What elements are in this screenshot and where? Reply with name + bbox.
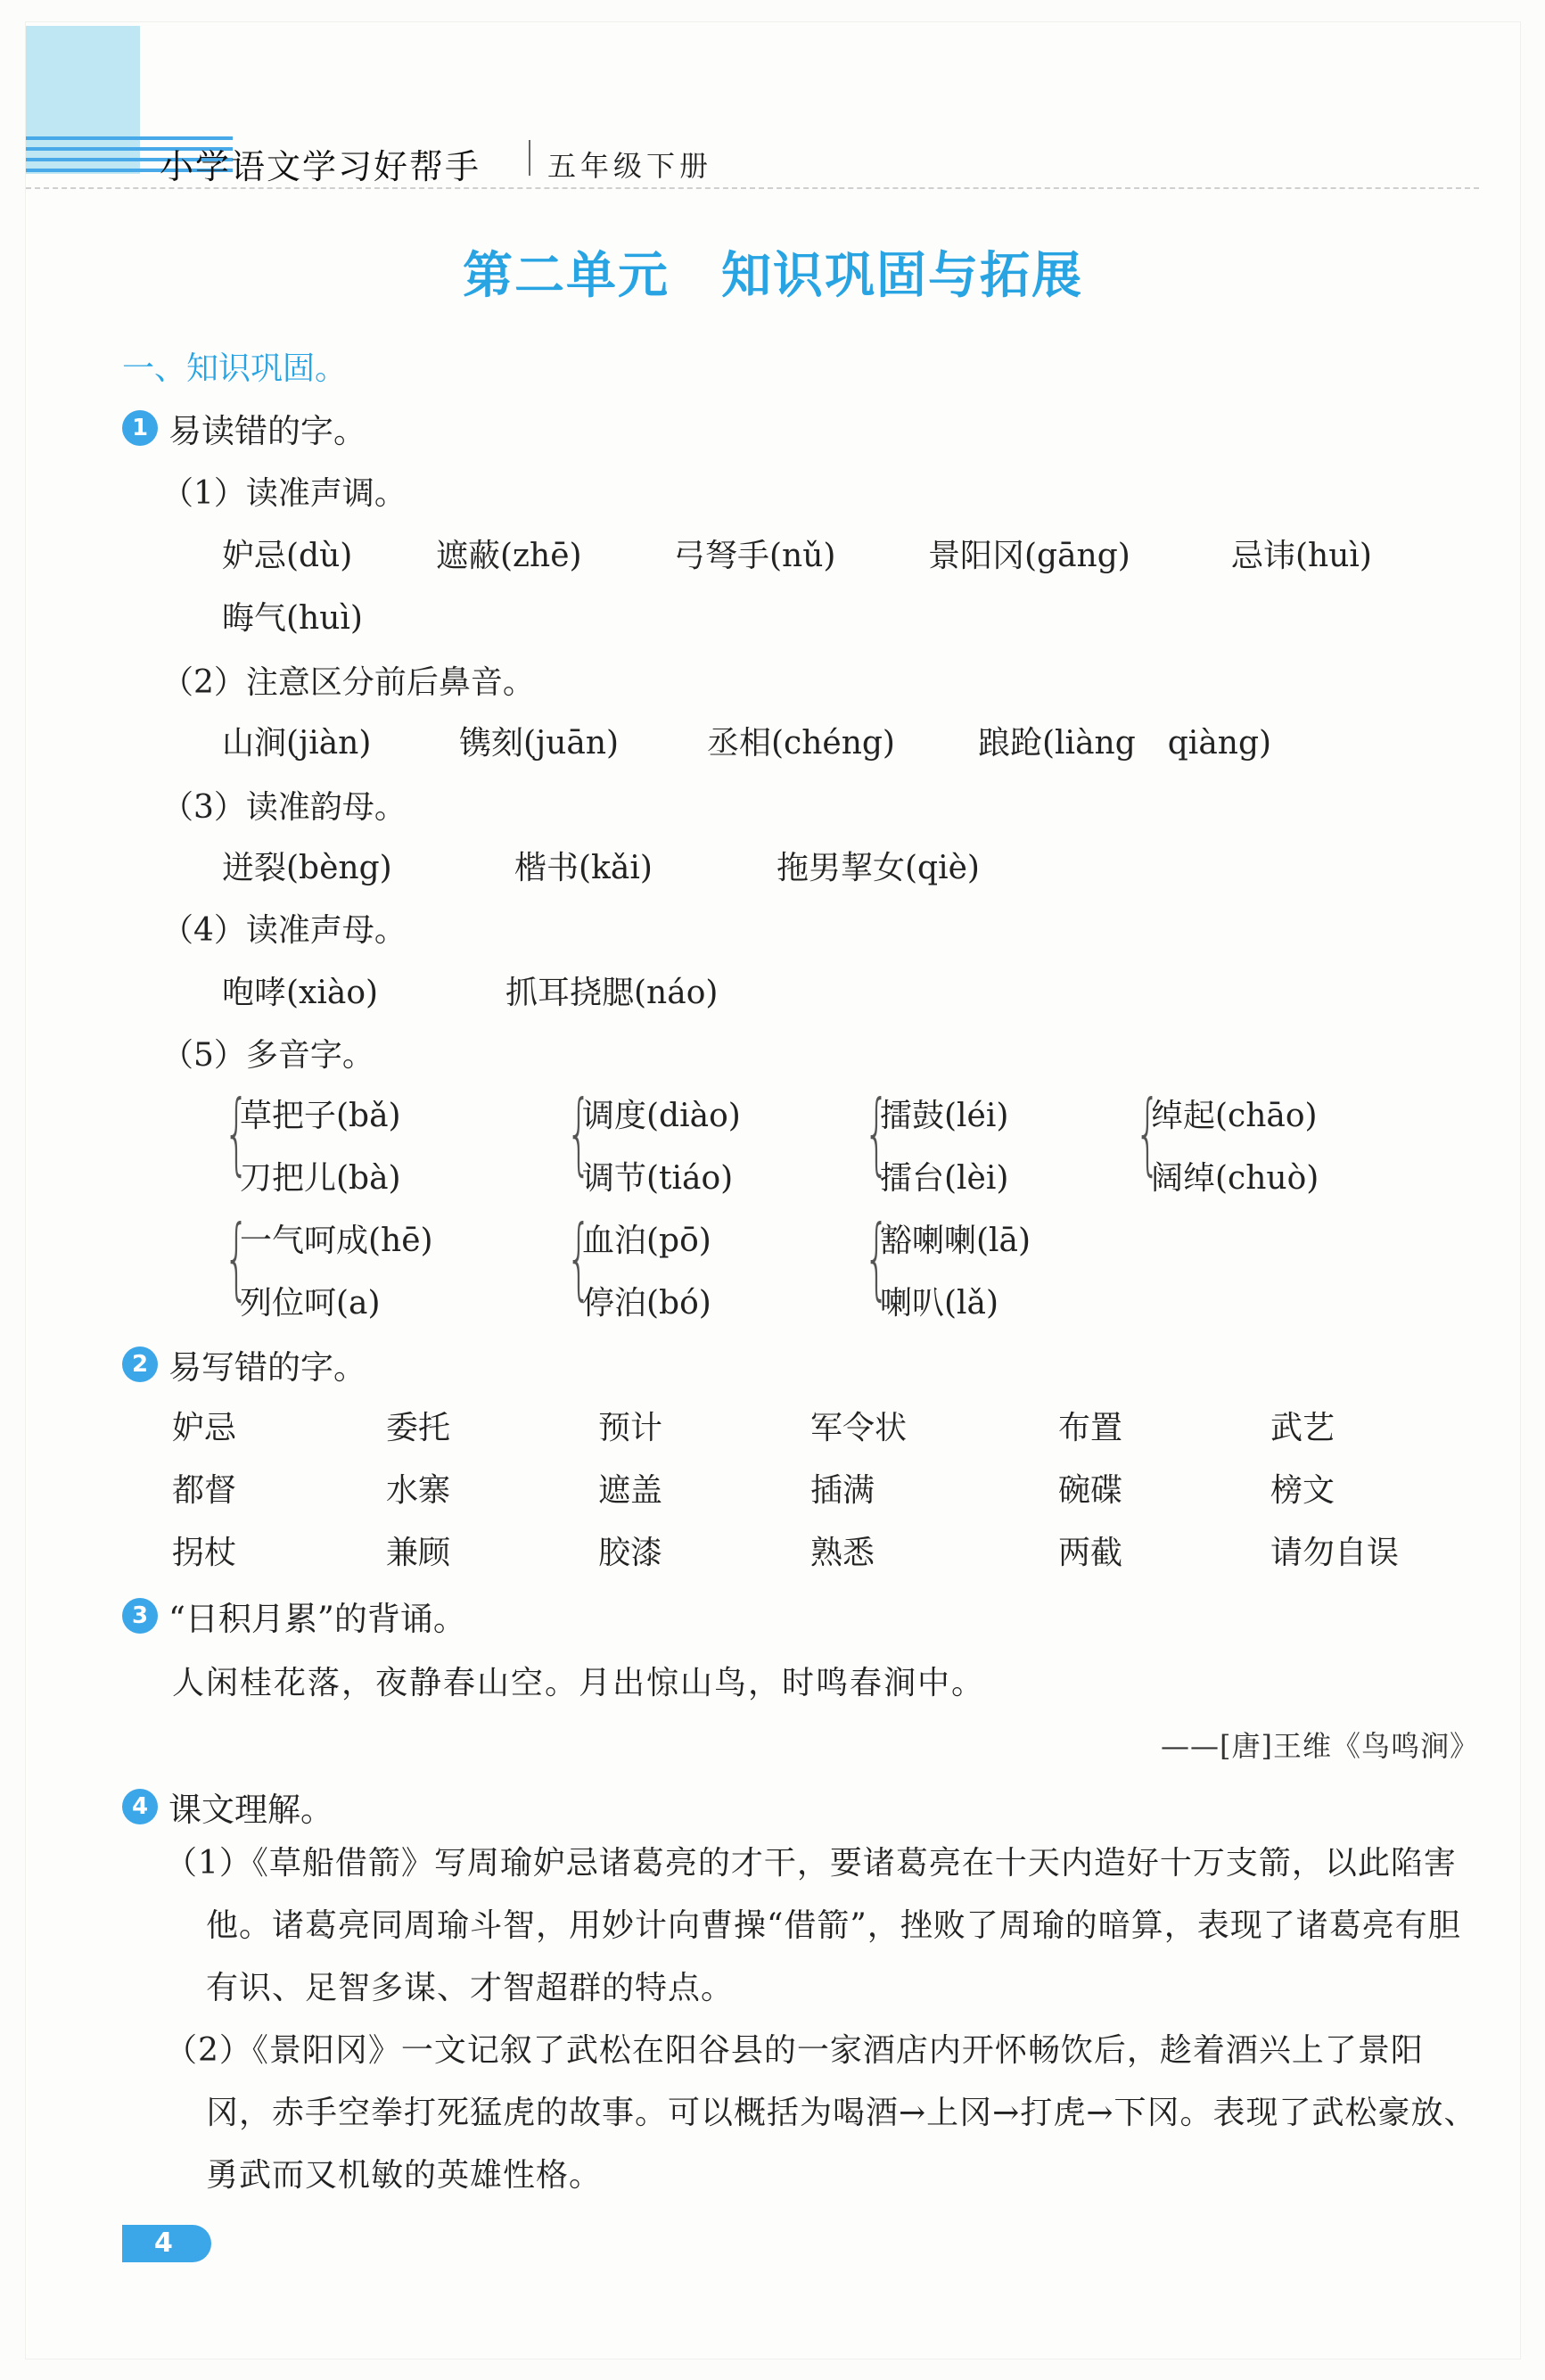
word-item: 都督	[172, 1472, 237, 1509]
pinyin-word: 镌刻(juān)	[459, 725, 620, 762]
word-item: 熟悉	[810, 1535, 875, 1571]
brace: {	[1135, 1081, 1161, 1185]
polyphone-word: 喇叭(lǎ)	[880, 1285, 999, 1322]
subsection-label: （5）多音字。	[161, 1037, 374, 1074]
header-separator	[529, 140, 530, 176]
word-item: 委托	[386, 1410, 451, 1446]
brace: {	[224, 1206, 250, 1310]
question-2	[122, 1340, 366, 1388]
polyphone-word: 擂台(lèi)	[880, 1160, 1009, 1197]
pinyin-word: 咆哮(xiào)	[222, 975, 379, 1011]
polyphone-word: 调度(diào)	[582, 1098, 741, 1134]
word-item: 请勿自误	[1270, 1535, 1400, 1571]
subsection-label: （3）读准韵母。	[161, 789, 407, 826]
brace: {	[566, 1081, 592, 1185]
question-title: 易写错的字。	[168, 1348, 366, 1387]
poem-text: 人闲桂花落，夜静春山空。月出惊山鸟，时鸣春涧中。	[172, 1665, 986, 1701]
polyphone-word: 一气呵成(hē)	[240, 1223, 433, 1259]
word-item: 遮盖	[598, 1472, 663, 1509]
polyphone-word: 阔绰(chuò)	[1151, 1160, 1319, 1197]
word-item: 插满	[810, 1472, 875, 1509]
header-color-block	[26, 26, 140, 174]
polyphone-word: 调节(tiáo)	[582, 1160, 734, 1197]
question-3	[122, 1592, 466, 1640]
word-item: 榜文	[1270, 1472, 1335, 1509]
polyphone-word: 草把子(bǎ)	[240, 1098, 401, 1134]
question-number-badge: 2	[122, 1346, 158, 1382]
word-item: 布置	[1058, 1410, 1123, 1446]
pinyin-word: 妒忌(dù)	[222, 538, 353, 574]
question-title: 课文理解。	[168, 1791, 333, 1829]
question-number-badge: 4	[122, 1789, 158, 1824]
subsection-label: （4）读准声母。	[161, 912, 407, 949]
pinyin-word: 丞相(chéng)	[707, 725, 895, 762]
grade-label: 五年级下册	[547, 149, 713, 183]
section-title: 一、知识巩固。	[122, 350, 348, 387]
word-item: 胶漆	[598, 1535, 663, 1571]
page	[25, 21, 1521, 2359]
pinyin-word: 迸裂(bèng)	[222, 850, 392, 886]
polyphone-word: 擂鼓(léi)	[880, 1098, 1009, 1134]
word-item: 两截	[1058, 1535, 1123, 1571]
header-divider	[26, 187, 1479, 189]
question-title: “日积月累”的背诵。	[168, 1600, 466, 1638]
pinyin-word: 山涧(jiàn)	[222, 725, 372, 762]
paragraph-2: （2）《景阳冈》一文记叙了武松在阳谷县的一家酒店内开怀畅饮后，趁着酒兴上了景阳冈，赤手空拳打死猛虎的故事。可以概括为喝酒→上冈→打虎→下冈。表现了武松豪放、勇武而又机敏的英雄性格。	[165, 2032, 1477, 2194]
brace: {	[224, 1081, 250, 1185]
word-item: 碗碟	[1058, 1472, 1123, 1509]
question-title: 易读错的字。	[168, 412, 366, 450]
brace: {	[566, 1206, 592, 1310]
pinyin-word: 踉跄(liàng qiàng)	[978, 725, 1272, 762]
pinyin-word: 弓弩手(nǔ)	[673, 538, 836, 574]
unit-title: 第二单元 知识巩固与拓展	[463, 247, 1083, 305]
question-4	[122, 1783, 333, 1831]
subsection-label: （2）注意区分前后鼻音。	[161, 664, 535, 701]
pinyin-word: 忌讳(huì)	[1231, 538, 1372, 574]
page-number: 4	[122, 2225, 211, 2262]
polyphone-word: 刀把儿(bà)	[240, 1160, 401, 1197]
pinyin-word: 景阳冈(gāng)	[928, 538, 1130, 574]
pinyin-word: 遮蔽(zhē)	[436, 538, 582, 574]
polyphone-word: 列位呵(a)	[240, 1285, 381, 1322]
brace: {	[864, 1206, 890, 1310]
question-number-badge: 1	[122, 410, 158, 446]
word-item: 武艺	[1270, 1410, 1335, 1446]
question-1	[122, 404, 366, 452]
brace: {	[864, 1081, 890, 1185]
word-item: 预计	[598, 1410, 663, 1446]
word-item: 水寨	[386, 1472, 451, 1509]
pinyin-word: 晦气(huì)	[222, 600, 363, 637]
word-item: 妒忌	[172, 1410, 237, 1446]
pinyin-word: 楷书(kǎi)	[514, 850, 653, 886]
pinyin-word: 抓耳挠腮(náo)	[505, 975, 719, 1011]
question-number-badge: 3	[122, 1598, 158, 1634]
word-item: 兼顾	[386, 1535, 451, 1571]
word-item: 军令状	[810, 1410, 908, 1446]
polyphone-word: 血泊(pō)	[582, 1223, 711, 1259]
poem-attribution: ——[唐]王维《鸟鸣涧》	[1161, 1729, 1479, 1763]
book-title: 小学语文学习好帮手	[160, 147, 481, 186]
word-item: 拐杖	[172, 1535, 237, 1571]
polyphone-word: 绰起(chāo)	[1151, 1098, 1318, 1134]
paragraph-1: （1）《草船借箭》写周瑜妒忌诸葛亮的才干，要诸葛亮在十天内造好十万支箭，以此陷害他。诸葛亮同周瑜斗智，用妙计向曹操“借箭”，挫败了周瑜的暗算，表现了诸葛亮有胆有识、足智多谋、才智超群的特点。	[165, 1845, 1461, 2006]
polyphone-word: 豁喇喇(lā)	[880, 1223, 1031, 1259]
subsection-label: （1）读准声调。	[161, 475, 407, 512]
pinyin-word: 拖男挈女(qiè)	[777, 850, 980, 886]
polyphone-word: 停泊(bó)	[582, 1285, 711, 1322]
